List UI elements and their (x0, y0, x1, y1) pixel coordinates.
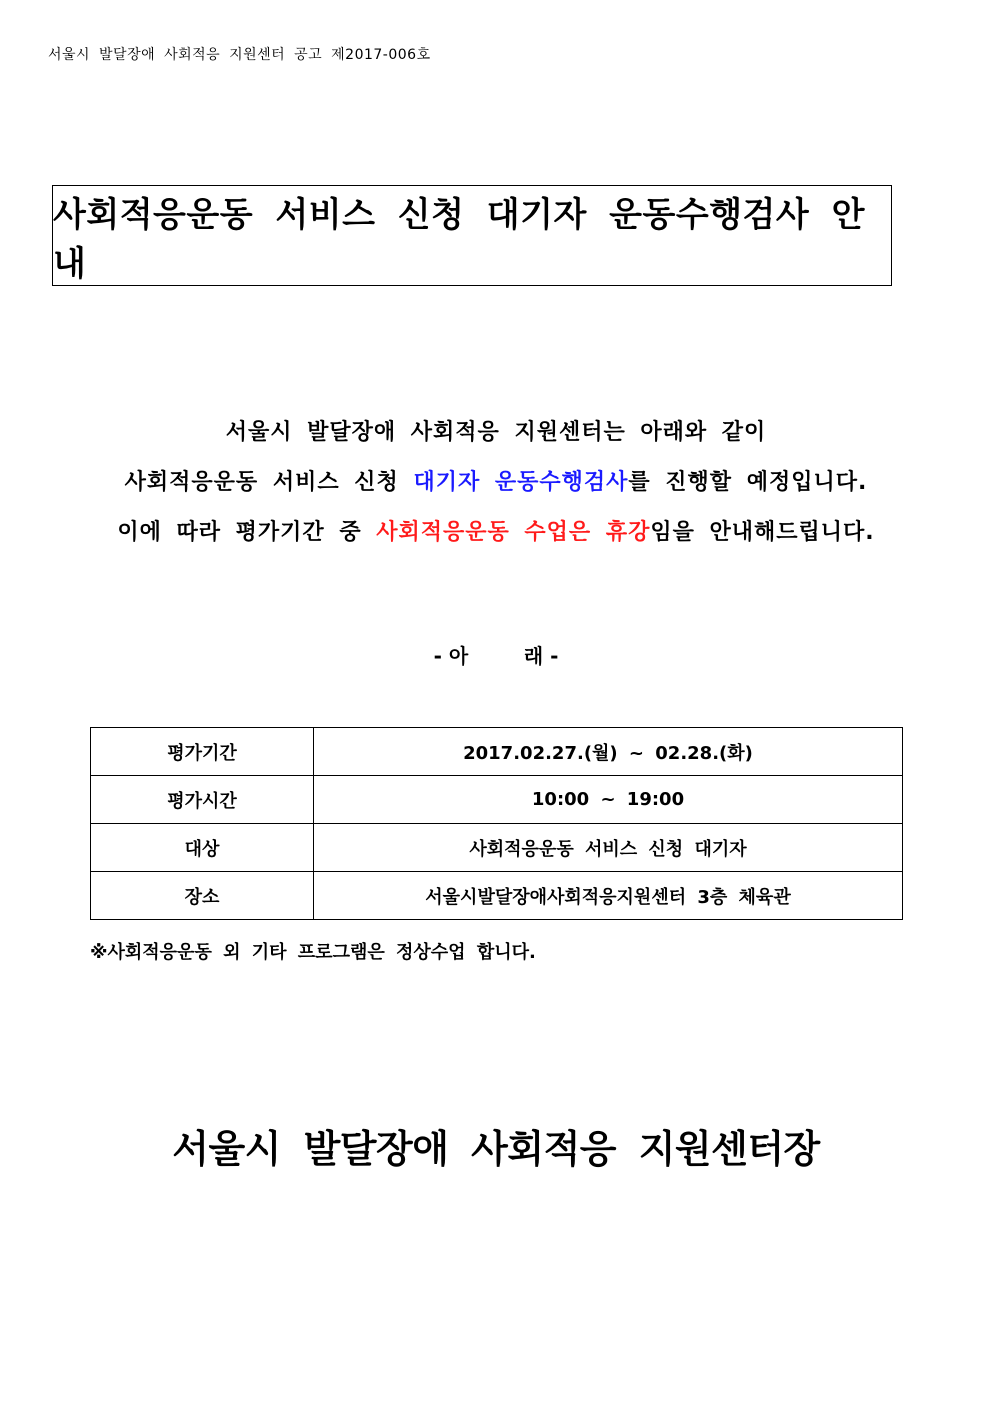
row-label: 대상 (91, 824, 314, 872)
table-row (91, 872, 903, 920)
title-box (52, 185, 892, 286)
intro-line-1 (0, 408, 992, 458)
intro-line-3-prefix: 이에 따라 평가기간 중 (117, 520, 377, 545)
intro-line-2-suffix: 를 진행할 예정입니다. (628, 470, 868, 495)
row-label: 평가시간 (91, 776, 314, 824)
intro-line-2-prefix: 사회적응운동 서비스 신청 (124, 470, 414, 495)
section-heading: - 아 래 - (433, 644, 559, 668)
footnote: ※사회적응운동 외 기타 프로그램은 정상수업 합니다. (90, 942, 536, 963)
intro-line-3-highlight: 사회적응운동 수업은 휴강 (376, 520, 651, 545)
table-row (91, 776, 903, 824)
intro-line-3 (0, 508, 992, 558)
row-label: 장소 (91, 872, 314, 920)
intro-line-1-text: 서울시 발달장애 사회적응 지원센터는 아래와 같이 (225, 420, 767, 445)
row-value: 2017.02.27.(월) ~ 02.28.(화) (314, 728, 903, 776)
details-table (90, 727, 903, 920)
document-title: 사회적응운동 서비스 신청 대기자 운동수행검사 안내 (53, 194, 865, 284)
row-value: 사회적응운동 서비스 신청 대기자 (314, 824, 903, 872)
row-label: 평가기간 (91, 728, 314, 776)
table-row (91, 824, 903, 872)
notice-number: 서울시 발달장애 사회적응 지원센터 공고 제2017-006호 (48, 47, 431, 63)
intro-line-2-highlight: 대기자 운동수행검사 (413, 470, 629, 495)
row-value: 10:00 ~ 19:00 (314, 776, 903, 824)
intro-paragraph (0, 408, 992, 558)
signature: 서울시 발달장애 사회적응 지원센터장 (172, 1127, 820, 1171)
intro-line-2 (0, 458, 992, 508)
row-value: 서울시발달장애사회적응지원센터 3층 체육관 (314, 872, 903, 920)
table-row (91, 728, 903, 776)
intro-line-3-suffix: 임을 안내해드립니다. (650, 520, 875, 545)
